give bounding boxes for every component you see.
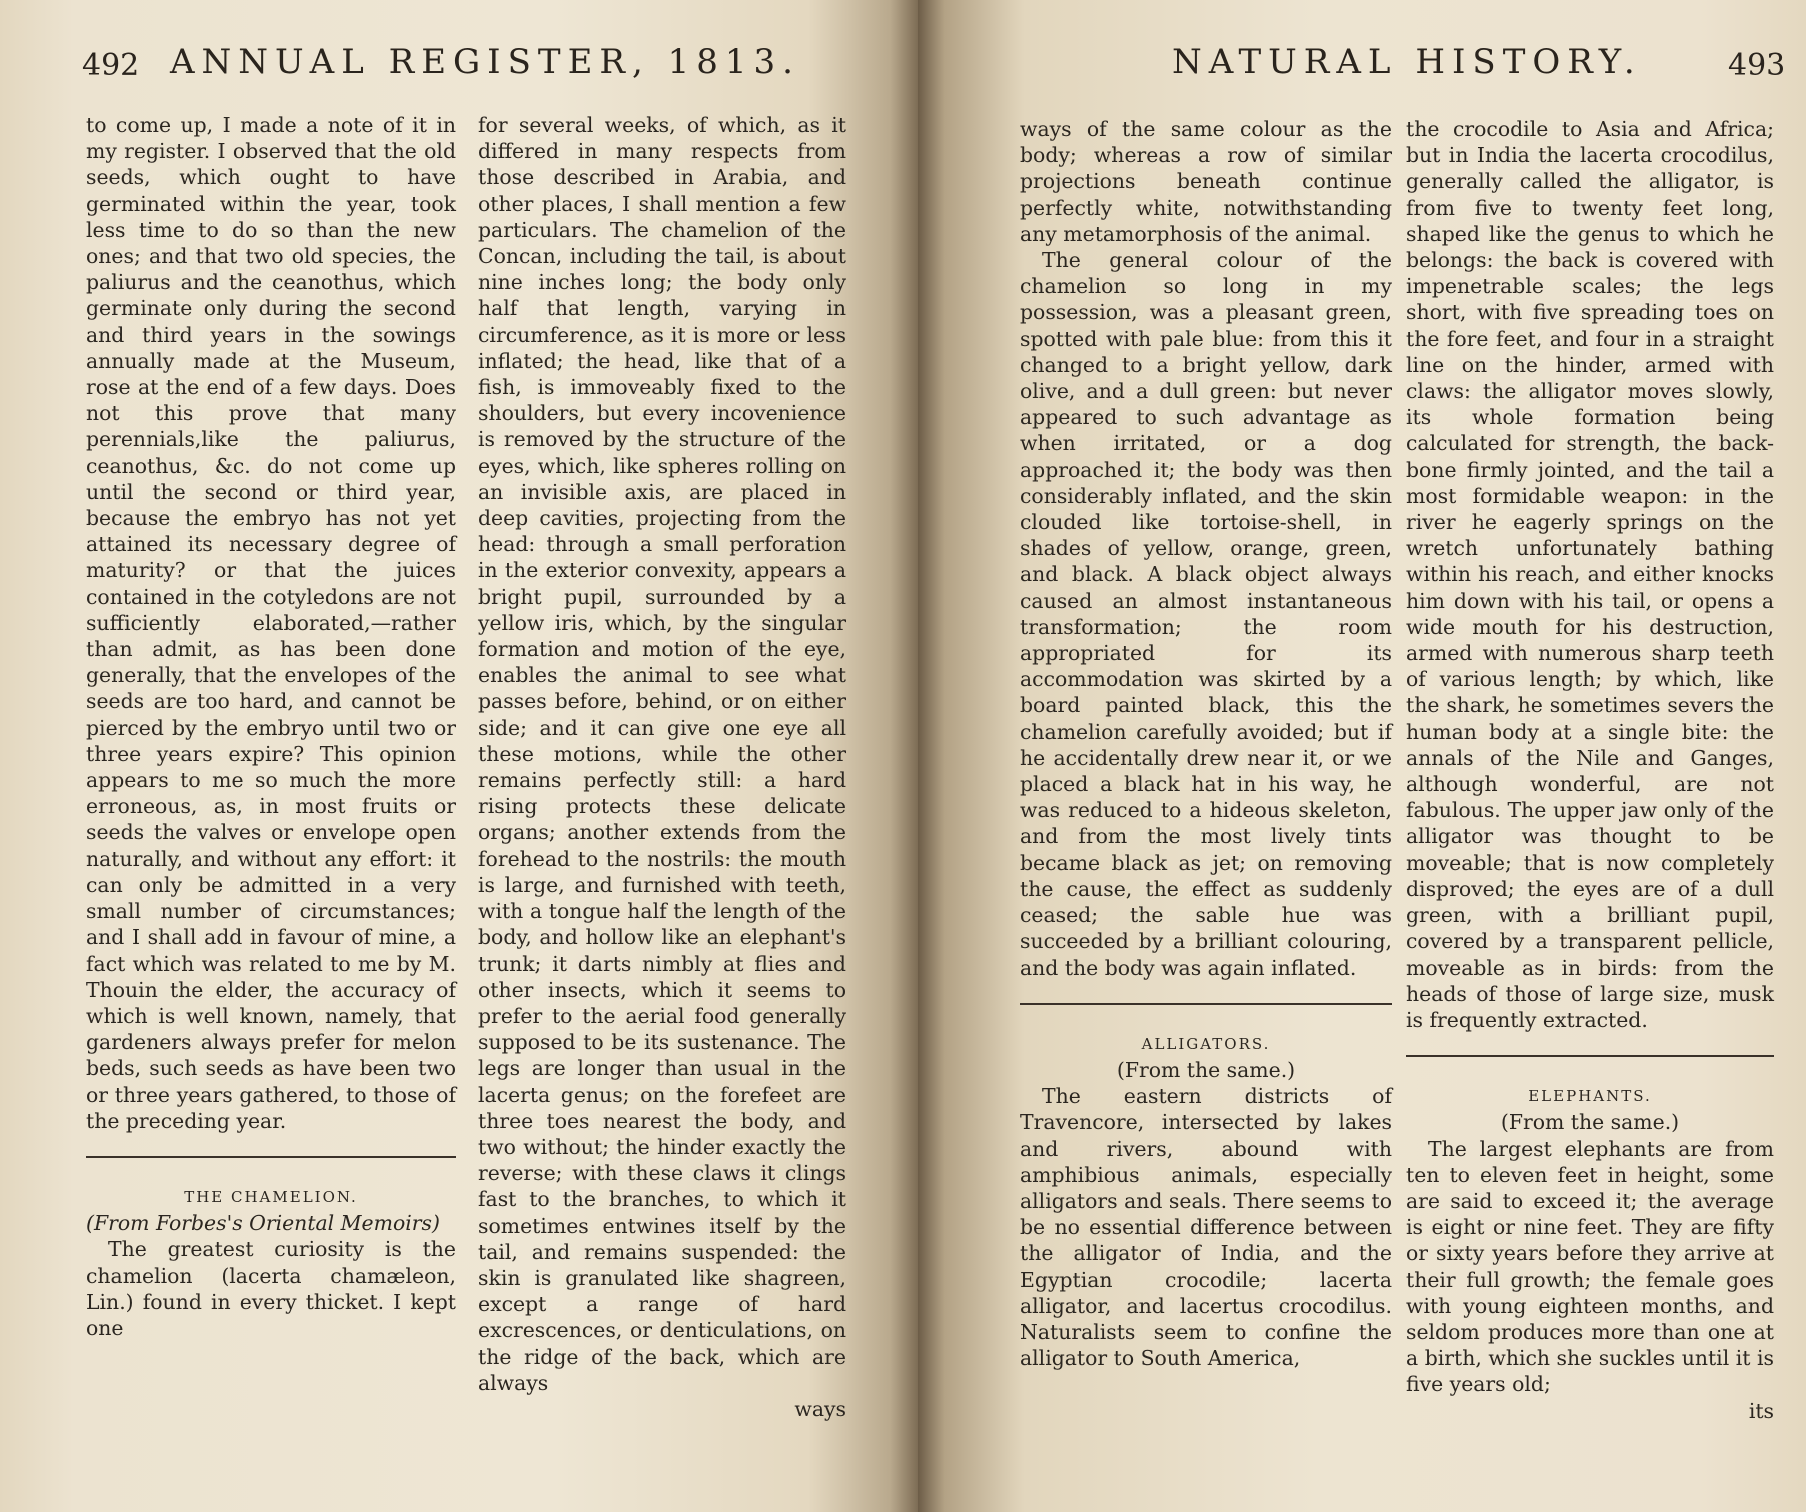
section-divider xyxy=(86,1156,456,1158)
section-divider xyxy=(1406,1055,1774,1057)
section-heading-chamelion: THE CHAMELION. xyxy=(184,1187,358,1206)
section-source: (From Forbes's Oriental Memoirs) xyxy=(86,1211,440,1236)
paragraph: the crocodile to Asia and Africa; but in India the lacerta crocodilus, generally called the alligator, is from five to twenty feet long, shaped like the genus to which he belongs: the back is covered with impenetrable scales; the legs short, with five spreading toes on the fore feet, and four in a straight line on the hinder, armed with claws: the alligator moves slowly, its whole formation being calculated for strength, the back-bone firmly jointed, and the tail a most formidable weapon: in the river he eagerly springs on the wretch unfortunately bathing within his reach, and either knocks him down with his tail, or opens a wide mouth for his destruction, armed with numerous sharp teeth of various length; by which, like the shark, he sometimes severs the human body at a single bite: the annals of the Nile and Ganges, although wonderful, are not fabulous. The upper jaw only of the alligator was thought to be moveable; that is now completely disproved; the eyes are of a dull green, with a brilliant pupil, covered by a transparent pellicle, moveable as in birds: from the heads of those of large size, musk is frequently extracted. xyxy=(1406,117,1774,1032)
catchword: ways xyxy=(794,1396,846,1421)
left-column-1 xyxy=(86,112,456,1341)
running-head-left: ANNUAL REGISTER, 1813. xyxy=(170,42,800,82)
section-source: (From the same.) xyxy=(1500,1110,1680,1135)
page-number-left: 492 xyxy=(82,48,140,83)
right-column-1 xyxy=(1020,116,1392,1371)
page-number-right: 493 xyxy=(1728,48,1786,83)
paragraph: to come up, I made a note of it in my register. I observed that the old seeds, which ought to have germinated within the year, took less time to do so than the new ones; and that two old species, the paliurus and the ceanothus, which germinate only during the second and third years in the sowings annually made at the Museum, rose at the end of a few days. Does not this prove that many perennials,like the paliurus, ceanothus, &c. do not come up until the second or third year, because the embryo has not yet attained its necessary degree of maturity? or that the juices contained in the cotyledons are not sufficiently elaborated,—rather than admit, as has been done generally, that the envelopes of the seeds are too hard, and cannot be pierced by the embryo until two or three years expire? This opinion appears to me so much the more erroneous, as, in most fruits or seeds the valves or envelope open naturally, and without any effort: it can only be admitted in a very small number of circumstances; and I shall add in favour of mine, a fact which was related to me by M. Thouin the elder, the accuracy of which is well known, namely, that gardeners always prefer for melon beds, such seeds as have been two or three years gathered, to those of the preceding year. xyxy=(86,113,456,1133)
paragraph: The greatest curiosity is the chamelion (lacerta chamæleon, Lin.) found in every thicket. I kept one xyxy=(86,1237,456,1340)
catchword: its xyxy=(1748,1398,1774,1423)
paragraph: The largest elephants are from ten to eleven feet in height, some are said to exceed it; the average is eight or nine feet. They are fifty or sixty years before they arrive at their full growth; the female goes with young eighteen months, and seldom produces more than one at a birth, which she suckles until it is five years old; xyxy=(1406,1136,1774,1397)
paragraph: The general colour of the chamelion so long in my possession, was a pleasant green, spotted with pale blue: from this it changed to a bright yellow, dark olive, and a dull green: but never appeared to such advantage as when irritated, or a dog approached it; the body was then considerably inflated, and the skin clouded like tortoise-shell, in shades of yellow, orange, green, and black. A black object always caused an almost instantaneous transformation; the room appropriated for its accommodation was skirted by a board painted black, this the chamelion carefully avoided; but if he accidentally drew near it, or we placed a black hat in his way, he was reduced to a hideous skeleton, and from the most lively tints became black as jet; on removing the cause, the effect as suddenly ceased; the sable hue was succeeded by a brilliant colouring, and the body was again inflated. xyxy=(1020,248,1392,980)
section-source: (From the same.) xyxy=(1116,1057,1296,1082)
running-head-right: NATURAL HISTORY. xyxy=(1172,42,1642,82)
section-divider xyxy=(1020,1003,1392,1005)
section-heading-elephants: ELEPHANTS. xyxy=(1528,1087,1652,1106)
paragraph: ways of the same colour as the body; whereas a row of similar projections beneath continue perfectly white, notwithstanding any metamorphosis of the animal. xyxy=(1020,117,1392,246)
right-page xyxy=(918,0,1806,1512)
section-heading-alligators: ALLIGATORS. xyxy=(1141,1034,1271,1053)
paragraph: for several weeks, of which, as it differed in many respects from those described in Arabia, and other places, I shall mention a few particulars. The chamelion of the Concan, including the tail, is about nine inches long; the body only half that length, varying in circumference, as it is more or less inflated; the head, like that of a fish, is immoveably fixed to the shoulders, but every incovenience is removed by the structure of the eyes, which, like spheres rolling on an invisible axis, are placed in deep cavities, projecting from the head: through a small perforation in the exterior convexity, appears a bright pupil, surrounded by a yellow iris, which, by the singular formation and motion of the eye, enables the animal to see what passes before, behind, or on either side; and it can give one eye all these motions, while the other remains perfectly still: a hard rising protects these delicate organs; another extends from the forehead to the nostrils: the mouth is large, and furnished with teeth, with a tongue half the length of the body, and hollow like an elephant's trunk; it darts nimbly at flies and other insects, which it seems to prefer to the aerial food generally supposed to be its sustenance. The legs are longer than usual in the lacerta genus; on the forefeet are three toes nearest the body, and two without; the hinder exactly the reverse; with these claws it clings fast to the branches, to which it sometimes entwines itself by the tail, and remains suspended: the skin is granulated like shagreen, except a range of hard excrescences, or denticulations, on the ridge of the back, which are always xyxy=(478,113,846,1395)
left-column-2 xyxy=(478,112,846,1422)
paragraph: The eastern districts of Travencore, intersected by lakes and rivers, abound with amphibious animals, especially alligators and seals. There seems to be no essential difference between the alligator of India, and the Egyptian crocodile; lacerta alligator, and lacertus crocodilus. Naturalists seem to confine the alligator to South America, xyxy=(1020,1084,1392,1371)
right-column-2 xyxy=(1406,116,1774,1424)
